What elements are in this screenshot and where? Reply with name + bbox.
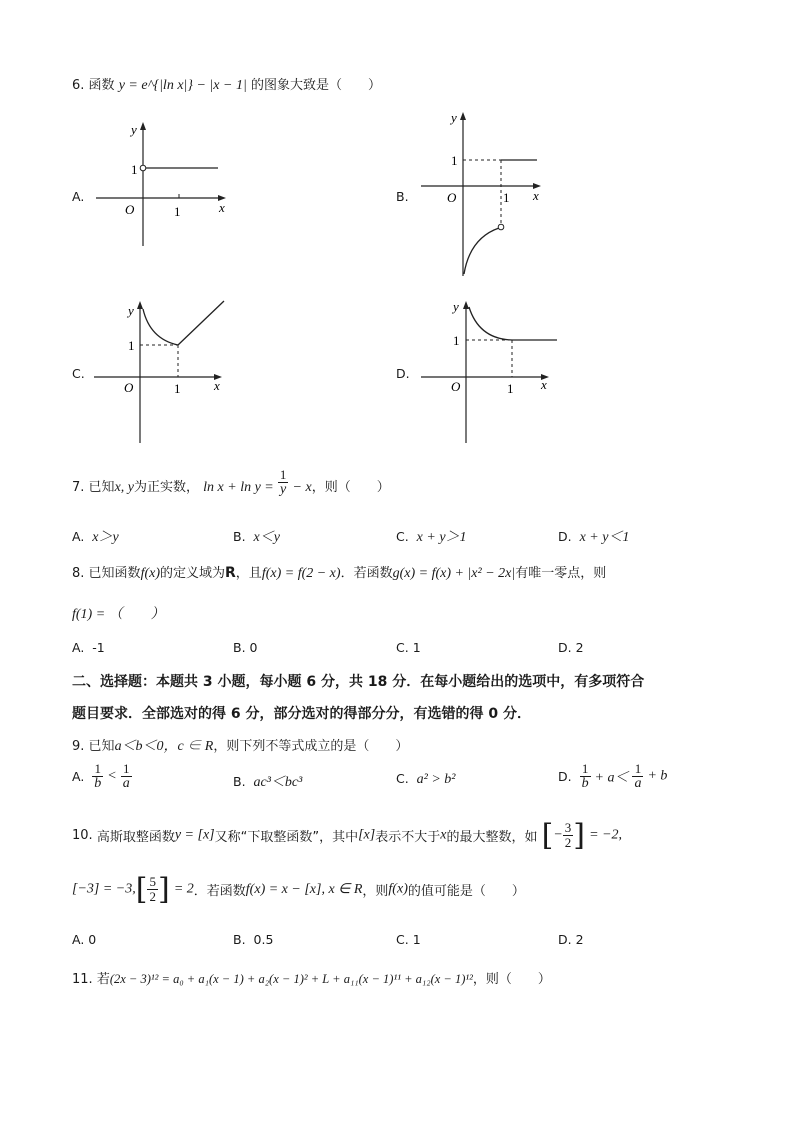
q8-stem-prefix: 已知函数 bbox=[88, 566, 141, 581]
q11-stem-suffix: ，则（ ） bbox=[472, 972, 551, 987]
q9-option-d: D. $\frac{1}{b}$ + a＜ $\frac{1}{a}$ + b bbox=[558, 761, 668, 791]
q8-equation: f(x) = f(2 − x) bbox=[261, 566, 341, 581]
graph-a-one-x: 1 bbox=[174, 204, 181, 219]
graph-c-origin: O bbox=[124, 380, 134, 395]
graph-c-y-label: y bbox=[128, 303, 134, 318]
graph-b-one-x: 1 bbox=[503, 190, 510, 205]
q6-option-a-label: A. bbox=[72, 189, 85, 204]
q6-graph-d bbox=[415, 295, 560, 445]
q8-R: R bbox=[225, 565, 236, 581]
q10-option-d: D. 2 bbox=[558, 932, 584, 947]
q8-number: 8. bbox=[72, 566, 85, 581]
q11-stem bbox=[72, 968, 551, 987]
q10-option-c: C. 1 bbox=[396, 932, 421, 947]
graph-a-origin: O bbox=[125, 202, 135, 217]
q8-option-d: D. 2 bbox=[558, 640, 584, 655]
q6-graph-a bbox=[90, 118, 230, 248]
q7-formula-right: − x bbox=[292, 480, 312, 495]
q10-x: x bbox=[440, 827, 447, 843]
q10-line2: [−3] = −3,[ $\frac{5}{2}$ ] = 2．若函数f(x) = x − [x], x ∈ R，则f(x)的值可能是（ ） bbox=[72, 872, 525, 907]
q9-number: 9. bbox=[72, 739, 85, 754]
graph-c-one-y: 1 bbox=[128, 338, 135, 353]
q6-number: 6. bbox=[72, 78, 85, 93]
q11-formula: (2x − 3)¹² = a₀ + a₁(x − 1) + a₂(x − 1)² + L + a₁₁(x − 1)¹¹ + a₁₂(x − 1)¹² bbox=[109, 972, 473, 986]
q8-option-a: A. -1 bbox=[72, 640, 105, 655]
q10-number: 10. bbox=[72, 828, 93, 843]
q7-stem-mid: 为正实数， bbox=[134, 480, 200, 495]
q11-number: 11. bbox=[72, 972, 93, 987]
q9-condition: a＜b＜0，c ∈ R bbox=[114, 739, 214, 754]
q7-option-d: D. x + y＜1 bbox=[558, 529, 630, 545]
q10-option-a: A. 0 bbox=[72, 932, 97, 947]
q7-option-a: A. x＞y bbox=[72, 529, 119, 545]
q6-formula: y = e^{|ln x|} − |x − 1| bbox=[118, 78, 247, 93]
q7-stem-prefix: 已知 bbox=[88, 480, 115, 495]
q10-ex3-value: = 2 bbox=[173, 881, 194, 897]
q7-vars: x, y bbox=[114, 480, 134, 495]
q6-graph-b bbox=[415, 106, 550, 278]
section2-line1: 二、选择题：本题共 3 小题，每小题 6 分，共 18 分．在每小题给出的选项中，有多项符合 bbox=[72, 674, 645, 690]
q10-stem-mid2: 表示不大于 bbox=[375, 830, 441, 845]
q11-stem-prefix: 若 bbox=[96, 972, 110, 987]
q8-stem-suffix: 有唯一零点，则 bbox=[515, 566, 607, 581]
graph-a-one-y: 1 bbox=[131, 162, 138, 177]
q8-stem-mid2: ，且 bbox=[235, 566, 262, 581]
q10-ex1-value: = −2, bbox=[589, 827, 623, 843]
q6-stem-prefix: 函数 bbox=[88, 78, 115, 93]
q8-gx: g(x) = f(x) + |x² − 2x| bbox=[392, 566, 516, 581]
q10-stem-mid1: 又称“下取整函数”，其中 bbox=[214, 830, 359, 845]
q6-option-b-label: B. bbox=[396, 189, 409, 204]
q8-stem-mid3: ．若函数 bbox=[340, 566, 393, 581]
q10-fx-def: f(x) = x − [x], x ∈ R bbox=[245, 882, 363, 897]
q8-line2: f(1) = （ ） bbox=[72, 607, 165, 622]
graph-b-one-y: 1 bbox=[451, 153, 458, 168]
q6-graph-c bbox=[90, 295, 230, 445]
q9-stem-suffix: ，则下列不等式成立的是（ ） bbox=[213, 739, 409, 754]
graph-b-origin: O bbox=[447, 190, 457, 205]
q10-func: y = [x] bbox=[174, 827, 215, 843]
q7-stem-suffix: ，则（ ） bbox=[311, 480, 390, 495]
graph-b-x-label: x bbox=[533, 188, 539, 203]
q10-ex2: [−3] = −3, bbox=[72, 881, 136, 897]
q6-option-c-label: C. bbox=[72, 366, 85, 381]
graph-a-x-label: x bbox=[219, 200, 225, 215]
q9-stem bbox=[72, 735, 408, 755]
graph-d-one-x: 1 bbox=[507, 381, 514, 396]
q8-fx: f(x) bbox=[140, 566, 160, 581]
q10-stem: 10. 高斯取整函数y = [x]又称“下取整函数”，其中[x]表示不大于x的最大整数，如 [− $\frac{3}{2}$ ] = −2, bbox=[72, 818, 623, 853]
graph-d-y-label: y bbox=[453, 299, 459, 314]
q10-bx: [x] bbox=[358, 827, 376, 843]
q6-stem bbox=[72, 74, 381, 94]
graph-a-y-label: y bbox=[131, 122, 137, 137]
q8-stem-mid1: 的定义域为 bbox=[160, 566, 226, 581]
q8-option-b: B. 0 bbox=[233, 640, 258, 655]
q7-formula-left: ln x + ln y = bbox=[203, 480, 274, 495]
q10-stem-mid3: 的最大整数，如 bbox=[446, 830, 538, 845]
q9-stem-prefix: 已知 bbox=[88, 739, 115, 754]
section2-line2: 题目要求．全部选对的得 6 分，部分选对的得部分分，有选错的得 0 分． bbox=[72, 706, 531, 722]
graph-d-origin: O bbox=[451, 379, 461, 394]
q10-option-b: B. 0.5 bbox=[233, 932, 274, 947]
q9-option-c: C. a² > b² bbox=[396, 771, 456, 787]
q10-stem-prefix: 高斯取整函数 bbox=[96, 830, 175, 845]
q7-number: 7. bbox=[72, 480, 85, 495]
q7-option-b: B. x＜y bbox=[233, 529, 280, 545]
q6-option-d-label: D. bbox=[396, 366, 410, 381]
q7-fraction: $\frac{1}{y}$ bbox=[279, 467, 287, 497]
q8-stem bbox=[72, 562, 606, 582]
q9-option-b: B. ac³＜bc³ bbox=[233, 774, 303, 790]
q7-stem bbox=[72, 467, 390, 497]
q8-option-c: C. 1 bbox=[396, 640, 421, 655]
graph-d-one-y: 1 bbox=[453, 333, 460, 348]
q9-option-a: A. $\frac{1}{b}$ < $\frac{1}{a}$ bbox=[72, 761, 130, 791]
graph-b-y-label: y bbox=[451, 110, 457, 125]
graph-c-x-label: x bbox=[214, 378, 220, 393]
graph-c-one-x: 1 bbox=[174, 381, 181, 396]
q7-option-c: C. x + y＞1 bbox=[396, 529, 467, 545]
q6-stem-suffix: 的图象大致是（ ） bbox=[250, 78, 381, 93]
graph-d-x-label: x bbox=[541, 377, 547, 392]
